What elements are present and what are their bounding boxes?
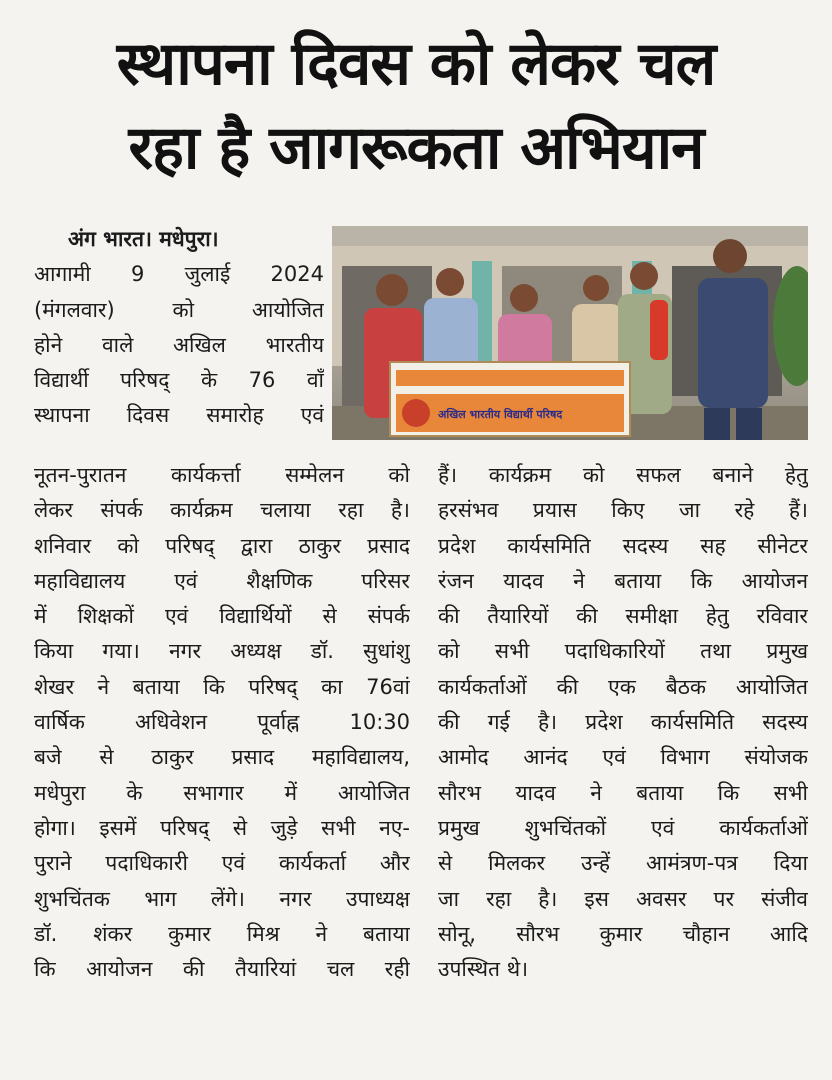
text-line: होने वाले अखिल भारतीय bbox=[34, 332, 324, 357]
headline-line-1: स्थापना दिवस को लेकर चल bbox=[116, 29, 716, 99]
article-column-left bbox=[34, 458, 410, 987]
text-line: वार्षिक अधिवेशन पूर्वाह्न 10:30 bbox=[34, 710, 410, 735]
text-line: शेखर ने बताया कि परिषद् का 76वां bbox=[34, 674, 410, 699]
text-line: स्थापना दिवस समारोह एवं bbox=[34, 403, 324, 428]
text-line: सोनू, सौरभ कुमार चौहान आदि bbox=[438, 921, 808, 946]
text-line: शुभचिंतक भाग लेंगे। नगर उपाध्यक्ष bbox=[34, 886, 410, 911]
banner-text: अखिल भारतीय विद्यार्थी परिषद bbox=[438, 408, 563, 421]
text-line: उपस्थित थे। bbox=[438, 957, 529, 982]
article-column-left-top bbox=[34, 222, 324, 434]
text-line: होगा। इसमें परिषद् से जुड़े सभी नए- bbox=[34, 815, 410, 840]
text-line: हरसंभव प्रयास किए जा रहे हैं। bbox=[438, 498, 808, 523]
text-line: कि आयोजन की तैयारियां चल रही bbox=[34, 957, 410, 982]
news-photo bbox=[332, 226, 808, 440]
text-line: लेकर संपर्क कार्यक्रम चलाया रहा है। bbox=[34, 498, 410, 523]
text-line: आमोद आनंद एवं विभाग संयोजक bbox=[438, 745, 808, 770]
text-line: को सभी पदाधिकारियों तथा प्रमुख bbox=[438, 639, 808, 664]
text-line: किया गया। नगर अध्यक्ष डॉ. सुधांशु bbox=[34, 639, 410, 664]
text-line: विद्यार्थी परिषद् के 76 वाँ bbox=[34, 368, 324, 393]
text-line: रंजन यादव ने बताया कि आयोजन bbox=[438, 568, 808, 593]
text-line: महाविद्यालय एवं शैक्षणिक परिसर bbox=[34, 568, 410, 593]
text-line: बजे से ठाकुर प्रसाद महाविद्यालय, bbox=[34, 745, 410, 770]
text-line: प्रदेश कार्यसमिति सदस्य सह सीनेटर bbox=[438, 533, 808, 558]
headline-line-2: रहा है जागरूकता अभियान bbox=[128, 113, 704, 183]
text-line: की गई है। प्रदेश कार्यसमिति सदस्य bbox=[438, 710, 808, 735]
text-line: हैं। कार्यक्रम को सफल बनाने हेतु bbox=[438, 463, 808, 487]
text-line: पुराने पदाधिकारी एवं कार्यकर्ता और bbox=[34, 851, 410, 876]
dateline: अंग भारत। मधेपुरा। bbox=[68, 227, 219, 251]
text-line: से मिलकर उन्हें आमंत्रण-पत्र दिया bbox=[438, 851, 808, 876]
text-line: प्रमुख शुभचिंतकों एवं कार्यकर्ताओं bbox=[438, 815, 808, 840]
text-line: डॉ. शंकर कुमार मिश्र ने बताया bbox=[34, 921, 410, 946]
text-line: शनिवार को परिषद् द्वारा ठाकुर प्रसाद bbox=[34, 533, 410, 558]
text-line: में शिक्षकों एवं विद्यार्थियों से संपर्क bbox=[34, 604, 410, 629]
text-line: नूतन-पुरातन कार्यकर्त्ता सम्मेलन को bbox=[34, 463, 410, 487]
text-line: जा रहा है। इस अवसर पर संजीव bbox=[438, 886, 808, 911]
headline bbox=[0, 22, 832, 190]
text-line: सौरभ यादव ने बताया कि सभी bbox=[438, 780, 808, 805]
text-line: की तैयारियों की समीक्षा हेतु रविवार bbox=[438, 604, 808, 629]
text-line: कार्यकर्ताओं की एक बैठक आयोजित bbox=[438, 674, 808, 699]
text-line: (मंगलवार) को आयोजित bbox=[34, 297, 324, 322]
article-column-right bbox=[438, 458, 808, 987]
text-line: आगामी 9 जुलाई 2024 bbox=[34, 262, 324, 287]
text-line: मधेपुरा के सभागार में आयोजित bbox=[34, 780, 410, 805]
